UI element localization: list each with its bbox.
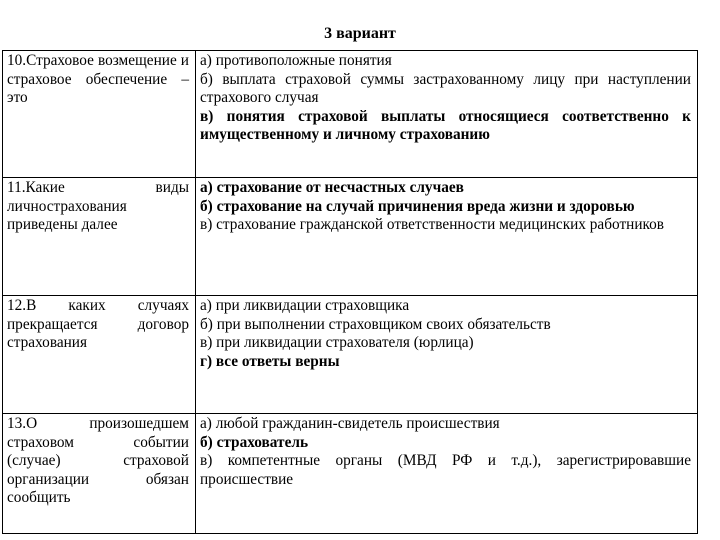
question-row bbox=[3, 414, 698, 534]
answer-option: б) при выполнении страховщиком своих обязательств bbox=[200, 315, 551, 333]
question-row bbox=[3, 296, 698, 414]
answer-option-correct: б) страхование на случай причинения вреда жизни и здоровью bbox=[200, 197, 635, 215]
answer-option: б) выплата страховой суммы застрахованному лицу при наступлении страхового случая bbox=[200, 70, 691, 106]
answer-cell bbox=[196, 414, 698, 534]
answer-option: в) компетентные органы (МВД РФ и т.д.), зарегистрировавшие происшествие bbox=[200, 452, 691, 488]
answer-option-correct: в) понятия страховой выплаты относящиеся соответственно к имущественному и личному страхованию bbox=[200, 107, 691, 143]
question-row bbox=[3, 178, 698, 296]
answer-cell bbox=[196, 178, 698, 296]
page-title: 3 вариант bbox=[324, 25, 396, 42]
answer-option-correct: б) страхователь bbox=[200, 433, 309, 451]
question-cell: 13.О произошедшем страховом событии (случае) страховой организации обязан сообщить bbox=[3, 414, 196, 534]
answer-option-correct: г) все ответы верны bbox=[200, 352, 340, 370]
answer-option: в) при ликвидации страхователя (юрлица) bbox=[200, 334, 474, 351]
question-cell: 12.В каких случаях прекращается договор страхования bbox=[3, 296, 196, 414]
answer-cell bbox=[196, 51, 698, 178]
answer-option: в) страхование гражданской ответственности медицинских работников bbox=[200, 216, 665, 233]
question-cell: 10.Страховое возмещение и страховое обеспечение – это bbox=[3, 51, 196, 178]
answer-option: а) любой гражданин-свидетель происшествия bbox=[200, 415, 500, 432]
answer-option: а) противоположные понятия bbox=[200, 52, 392, 69]
answer-option: а) при ликвидации страховщика bbox=[200, 297, 410, 314]
answer-cell bbox=[196, 296, 698, 414]
question-row bbox=[3, 51, 698, 178]
answer-option-correct: а) страхование от несчастных случаев bbox=[200, 179, 464, 196]
question-cell: 11.Какие виды личнострахования приведены далее bbox=[3, 178, 196, 296]
quiz-table bbox=[2, 50, 698, 534]
